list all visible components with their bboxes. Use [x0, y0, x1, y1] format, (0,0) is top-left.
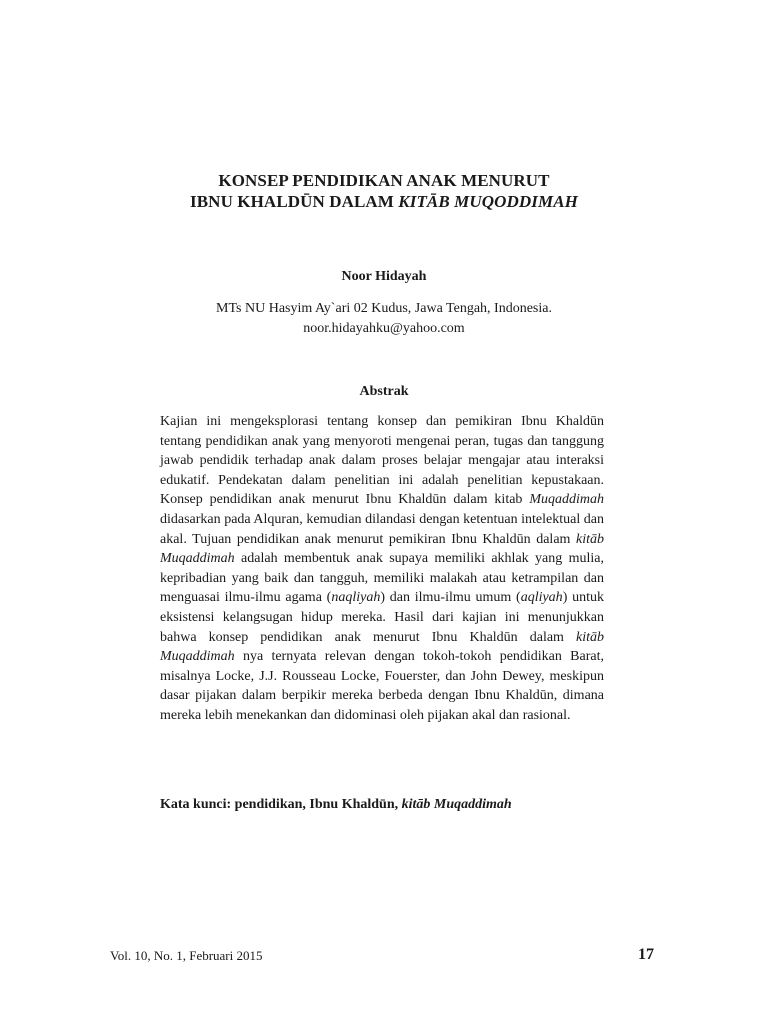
abstract-italic-4: aqliyah: [520, 590, 563, 606]
abstract-text-2: didasarkan pada Alquran, kemudian dilandasi dengan ketentuan intelektual dan akal. Tujuan pendidikan anak menurut pemikiran Ibnu Khaldūn dalam: [160, 511, 604, 547]
abstract-italic-1: Muqaddimah: [529, 492, 604, 508]
journal-info: Vol. 10, No. 1, Februari 2015: [110, 948, 263, 963]
keywords: [160, 796, 620, 814]
title-line-1: KONSEP PENDIDIKAN ANAK MENURUT: [218, 171, 550, 190]
title-line-2-italic: KITĀB MUQODDIMAH: [398, 192, 578, 211]
abstract-text-6: nya ternyata relevan dengan tokoh-tokoh pendidikan Barat, misalnya Locke, J.J. Rousseau Locke, Fouerster, dan John Dewey, meskipun dasar pijakan dalam berpikir mereka berbeda dengan Ibnu Khaldūn, dimana mereka lebih menekankan dan didominasi oleh pijakan akal dan rasional.: [160, 649, 604, 723]
keywords-italic: kitāb Muqaddimah: [401, 797, 512, 812]
abstract-text-4: ) dan ilmu-ilmu umum (: [380, 590, 521, 606]
abstract-body: [160, 412, 604, 726]
abstract-italic-2: kitāb Muqaddimah: [160, 531, 604, 567]
author-name: Noor Hidayah: [341, 269, 427, 284]
abstract-heading: Abstrak: [359, 384, 409, 399]
keywords-label: Kata kunci: pendidikan, Ibnu Khaldūn,: [160, 797, 402, 812]
abstract-italic-5: kitāb Muqaddimah: [160, 629, 604, 665]
abstract-text-5: ) untuk eksistensi kelangsugan hidup mereka. Hasil dari kajian ini menunjukkan bahwa konsep pendidikan anak menurut Ibnu Khaldūn dalam: [160, 590, 604, 645]
page-number: 17: [638, 946, 654, 963]
title-line-2-plain: IBNU KHALDŪN DALAM: [190, 192, 399, 211]
author-affiliation: MTs NU Hasyim Ay`ari 02 Kudus, Jawa Tengah, Indonesia.: [216, 301, 552, 316]
abstract-italic-3: naqliyah: [331, 590, 381, 606]
abstract-text-3: adalah membentuk anak supaya memiliki akhlak yang mulia, kepribadian yang baik dan tangguh, memiliki malakah atau ketrampilan dan menguasai ilmu-ilmu agama (: [160, 551, 604, 606]
abstract-text-1: Kajian ini mengeksplorasi tentang konsep dan pemikiran Ibnu Khaldūn tentang pendidikan anak yang menyoroti mengenai peran, tugas dan tanggung jawab pendidik terhadap anak dalam proses belajar mengajar atau interaksi edukatif. Pendekatan dalam penelitian ini adalah penelitian kepustakaan. Konsep pendidikan anak menurut Ibnu Khaldūn dalam kitab: [160, 414, 604, 508]
title-line-2: [0, 191, 768, 212]
author-affiliation-block: [0, 299, 768, 339]
author-email: noor.hidayahku@yahoo.com: [303, 321, 465, 336]
paper-title: [0, 170, 768, 212]
